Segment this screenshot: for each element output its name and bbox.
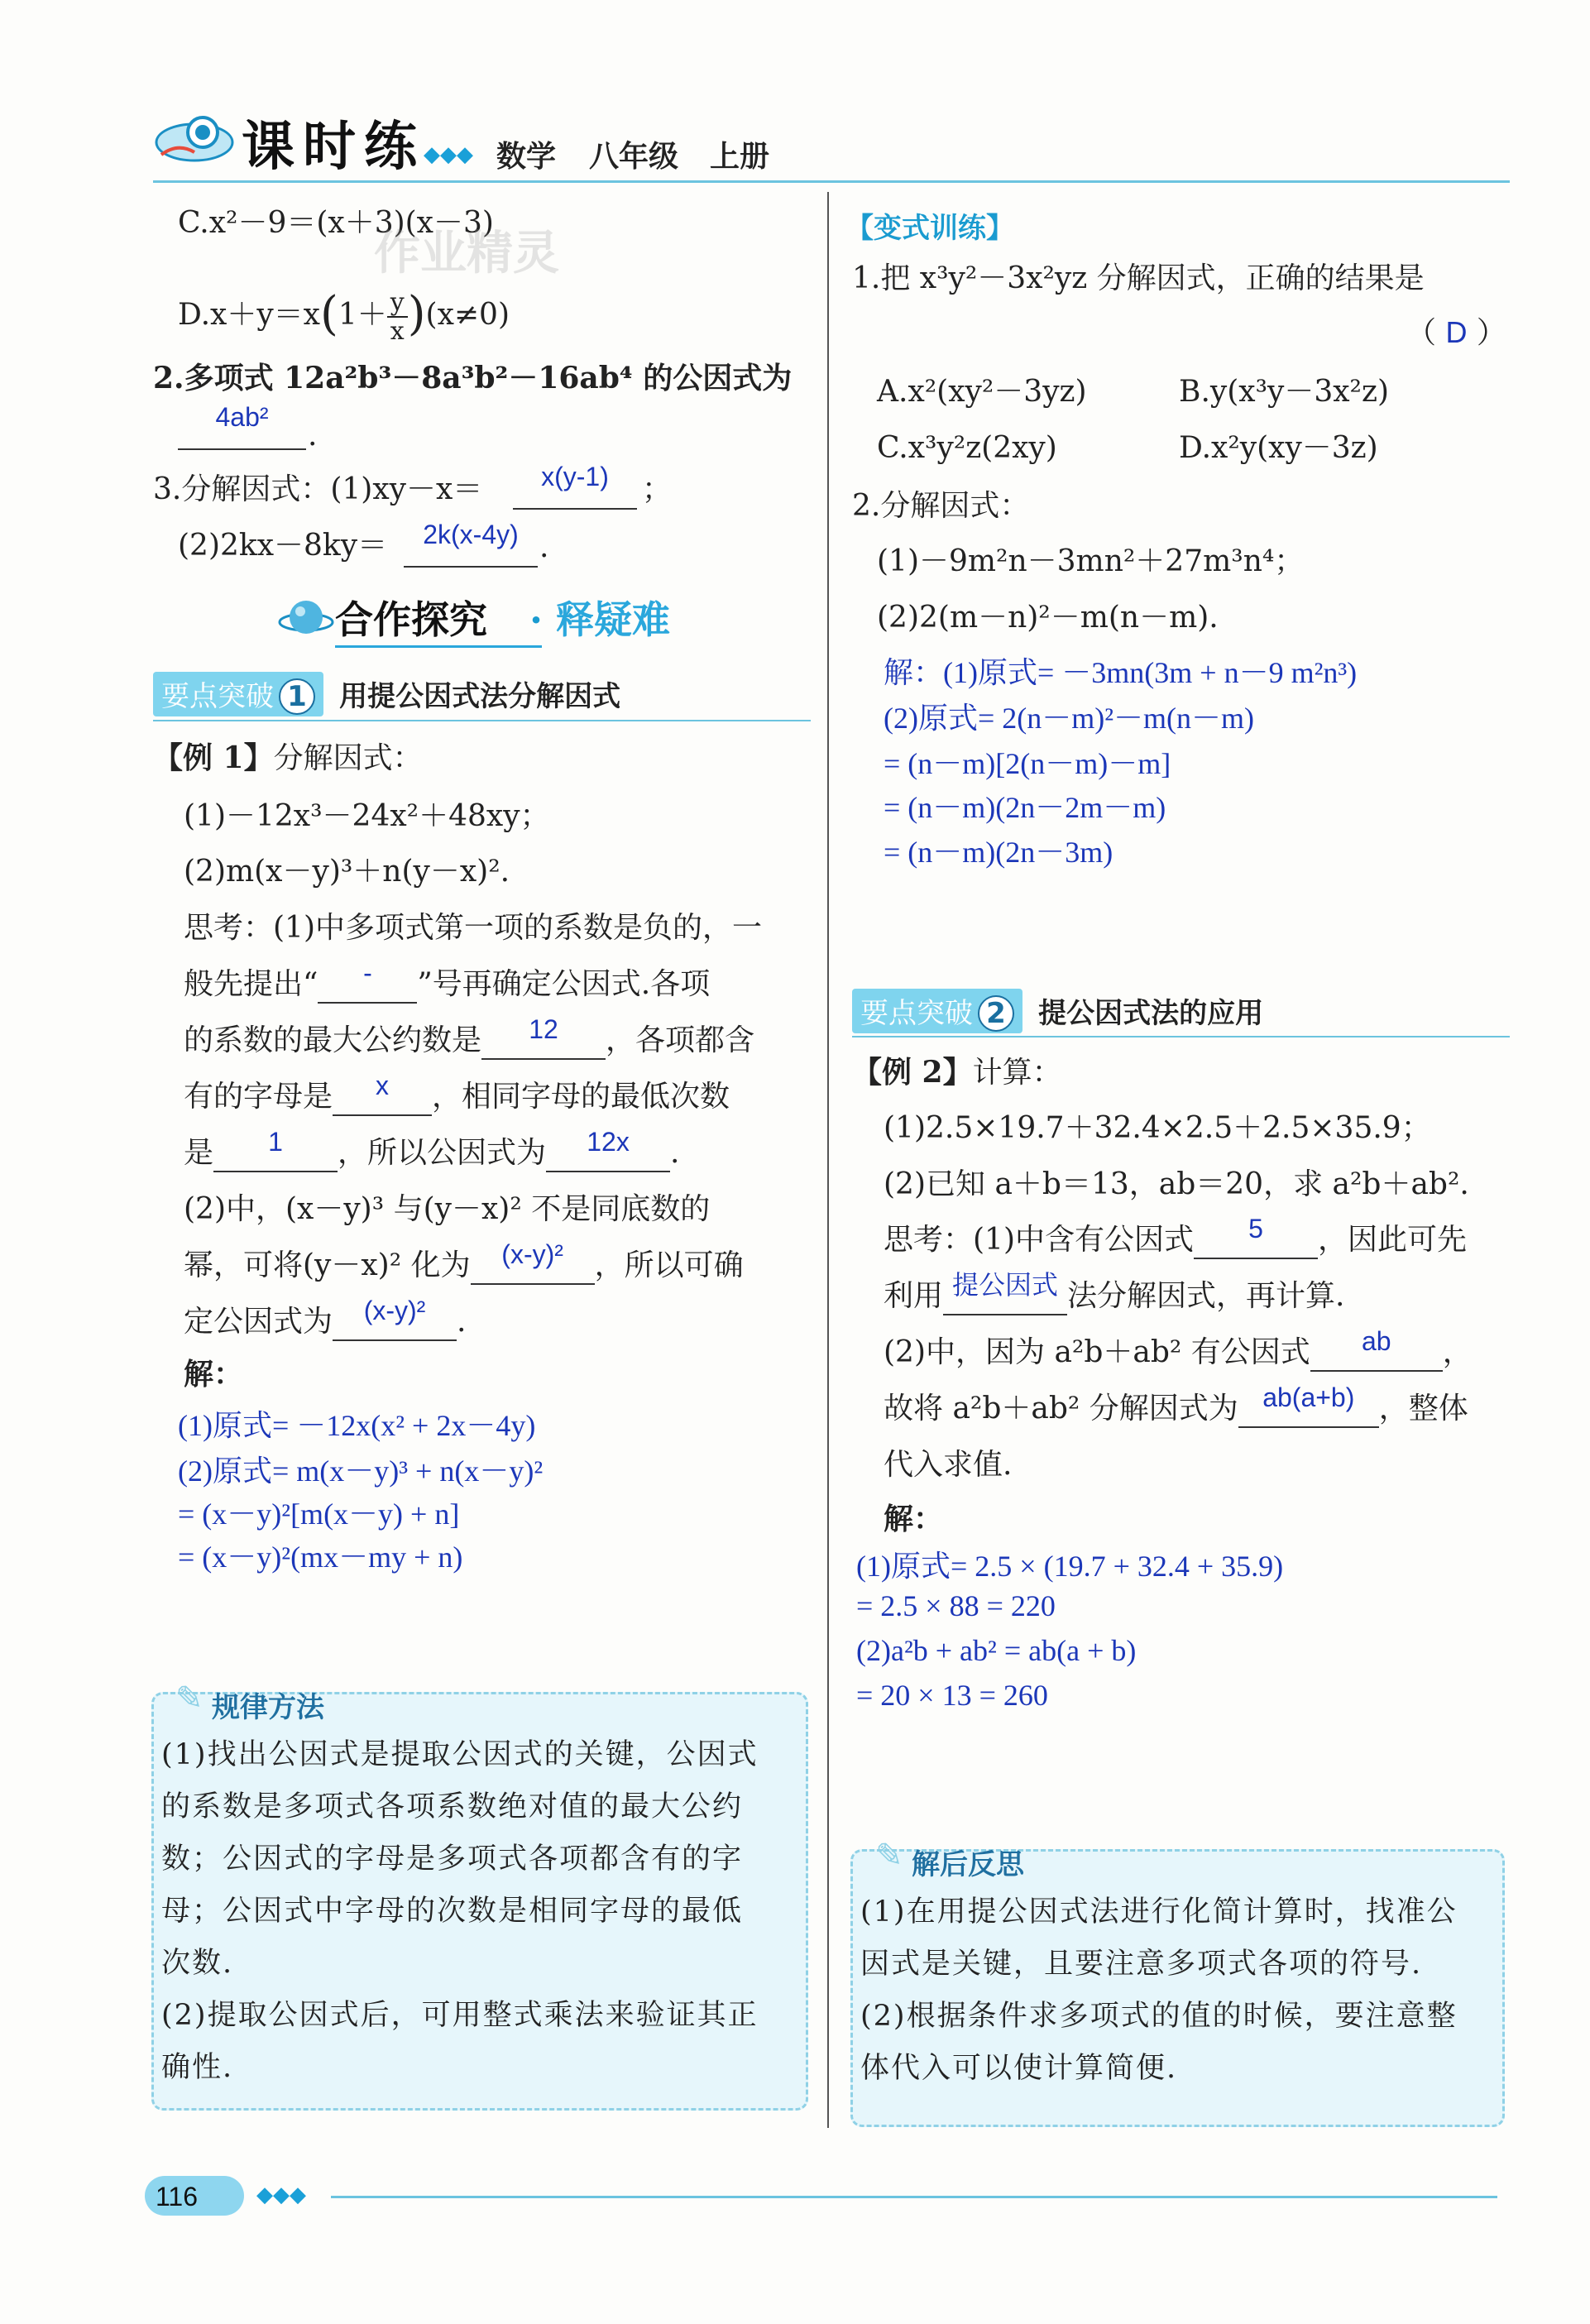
think2-c-pre: 定公因式为: [184, 1305, 333, 1339]
q3-answer1: x(y-1): [541, 462, 609, 491]
point2-badge: [852, 989, 1022, 1033]
method-line-3: 数；公因式的字母是多项式各项都含有的字: [161, 1842, 744, 1876]
option-d-frac-num: y: [387, 289, 408, 318]
method-line-5: 次数.: [161, 1947, 234, 1980]
think2-c-ans: (x-y)²: [363, 1296, 426, 1325]
example2-label: 【例 2】: [852, 1055, 973, 1090]
section-title: 合作探究: [335, 597, 487, 642]
think1-b-ans: -: [363, 958, 372, 988]
section-underline: [335, 645, 542, 648]
think3-a-ans: 5: [1248, 1214, 1263, 1243]
think3-line-e: 代入求值.: [884, 1448, 1013, 1482]
think3-b-blank: [943, 1270, 1067, 1315]
think3-line-d: [884, 1382, 1468, 1428]
point2-title: 提公因式法的应用: [1038, 997, 1264, 1030]
reflect-title: 解后反思: [912, 1848, 1024, 1881]
solve-label-left: 解：: [184, 1358, 244, 1392]
think3-line-c: (2)中，因为 a²b＋ab² 有公因式 ab ，: [884, 1335, 1473, 1372]
ex1-solution-4: = (x－y)²(mx－my + n): [178, 1541, 463, 1574]
ex1-solution-1: (1)原式= －12x(x² + 2x－4y): [178, 1409, 536, 1442]
option-d-inner: 1＋: [338, 298, 387, 332]
reflect-line-4: 体代入可以使计算简便.: [860, 2052, 1178, 2085]
think3-b-ans: 提公因式: [952, 1270, 1059, 1300]
header-arrows-icon: ◆◆◆: [424, 142, 473, 167]
think1-d-blank: [333, 1071, 432, 1116]
variant-q1-answer-bracket: （ D ）: [1406, 315, 1506, 350]
q2-period: .: [308, 419, 318, 453]
variant-tag: 【变式训练】: [845, 212, 1014, 245]
think1-e-ans2: 12x: [587, 1127, 630, 1157]
header-title: 课时练: [242, 117, 425, 178]
think1-c-blank: [481, 1014, 606, 1060]
method-pencil-icon: ✎: [175, 1680, 204, 1718]
think1-e-blank: [213, 1127, 338, 1172]
think2-c-blank: [333, 1296, 457, 1341]
option-d: D.x＋y＝x(1＋ $\frac{y}{x}$ )(x≠0): [178, 287, 510, 346]
variant-q1-opt-d: D.x²y(xy－3z): [1179, 431, 1378, 465]
think3-a-pre: 思考：(1)中含有公因式: [884, 1223, 1194, 1257]
variant-q1: 1.把 x³y²－3x²yz 分解因式，正确的结果是: [852, 261, 1425, 295]
header-subject: 数学: [496, 140, 557, 174]
point1-rule: [153, 720, 811, 721]
header-logo-icon: [153, 109, 236, 167]
think1-b-pre: 般先提出“: [184, 967, 318, 1001]
option-c: C.x²－9＝(x＋3)(x－3): [178, 206, 494, 240]
think1-c-pre: 的系数的最大公约数是: [184, 1023, 482, 1057]
think3-line-a: [884, 1214, 1468, 1259]
method-line-6: (2)提取公因式后，可用整式乘法来验证其正: [161, 1999, 759, 2032]
q3-answer1-blank: [513, 462, 637, 510]
header-rule: [153, 180, 1510, 183]
think2-b-ans: (x-y)²: [501, 1239, 563, 1269]
think3-a-post: ，因此可先: [1318, 1223, 1468, 1257]
point1-title: 用提公因式法分解因式: [339, 680, 621, 713]
variant-q1-opt-a: A.x²(xy²－3yz): [877, 375, 1087, 409]
example1-heading: [153, 740, 423, 776]
ex2-solution-3: (2)a²b + ab² = ab(a + b): [856, 1634, 1137, 1667]
section-globe-icon: [277, 594, 335, 644]
think3-b-pre: 利用: [884, 1279, 944, 1313]
solve-label-right: 解：: [884, 1502, 944, 1536]
point2-rule: [852, 1036, 1510, 1037]
think2-line-a: (2)中，(x－y)³ 与(y－x)² 不是同底数的: [184, 1192, 711, 1226]
think2-b-pre: 幂，可将(y－x)² 化为: [184, 1248, 471, 1282]
variant-solution-1: 解：(1)原式= －3mn(3m + n－9 m²n³): [884, 656, 1358, 689]
think1-c-ans: 12: [529, 1014, 558, 1044]
example2-q1: (1)2.5×19.7＋32.4×2.5＋2.5×35.9；: [884, 1111, 1431, 1145]
think2-line-c: 定公因式为 (x-y)² .: [184, 1304, 466, 1341]
column-divider: [827, 192, 829, 2128]
think1-line-d: [184, 1071, 730, 1116]
example2-heading: [852, 1055, 1062, 1090]
reflect-line-1: (1)在用提公因式法进行化简计算时，找准公: [860, 1895, 1458, 1929]
ex2-solution-4: = 20 × 13 = 260: [856, 1679, 1048, 1712]
think1-line-b: [184, 958, 711, 1004]
q3-answer2-blank: [404, 520, 538, 568]
think1-e-pre: 是: [184, 1136, 214, 1170]
reflect-line-3: (2)根据条件求多项式的值的时候，要注意整: [860, 2000, 1458, 2033]
think1-d-post: ，相同字母的最低次数: [432, 1080, 730, 1114]
method-line-2: 的系数是多项式各项系数绝对值的最大公约: [161, 1790, 744, 1823]
q3-answer2: 2k(x-4y): [423, 520, 519, 549]
method-line-1: (1)找出公因式是提取公因式的关键，公因式: [161, 1738, 759, 1771]
watermark: 作业精灵: [374, 227, 559, 280]
example1-q1: (1)－12x³－24x²＋48xy；: [184, 799, 550, 833]
section-subtitle: 释疑难: [556, 597, 670, 642]
question-2: 2.多项式 12a²b³－8a³b²－16ab⁴ 的公因式为: [153, 361, 793, 395]
variant-solution-2: (2)原式= 2(n－m)²－m(n－m): [884, 702, 1255, 735]
think3-d-pre: 故将 a²b＋ab² 分解因式为: [884, 1392, 1238, 1426]
header-grade: 八年级: [589, 140, 679, 174]
q3-semicolon: ；: [642, 472, 673, 506]
think1-e-ans: 1: [268, 1127, 283, 1157]
ex2-solution-1: (1)原式= 2.5 × (19.7 + 32.4 + 35.9): [856, 1550, 1284, 1583]
reflect-pencil-icon: ✎: [875, 1837, 903, 1875]
q3-period: .: [539, 530, 549, 564]
think3-c-ans: ab: [1361, 1326, 1391, 1356]
think3-b-post: 法分解因式，再计算.: [1067, 1279, 1345, 1313]
point2-heading: [852, 989, 1263, 1033]
variant-q2: 2.分解因式：: [852, 489, 1030, 523]
think2-line-b: [184, 1239, 744, 1285]
example1-text: 分解因式：: [273, 741, 423, 775]
think3-a-blank: [1194, 1214, 1318, 1259]
option-d-prefix: D.x＋y＝x: [178, 298, 320, 332]
think1-b-blank: [318, 958, 417, 1004]
think3-d-post: ，整体: [1378, 1392, 1468, 1426]
question-3-part2: (2)2kx－8ky＝: [178, 529, 388, 563]
variant-q1-opt-c: C.x³y²z(2xy): [877, 431, 1057, 465]
think1-d-pre: 有的字母是: [184, 1080, 333, 1114]
think1-line-e: 是 1 ，所以公因式为 12x .: [184, 1135, 679, 1172]
think2-b-blank: [471, 1239, 595, 1285]
reflect-line-2: 因式是关键，且要注意多项式各项的符号.: [860, 1948, 1423, 1981]
footer-arrows-icon: ◆◆◆: [256, 2183, 306, 2207]
page-number: 116: [156, 2182, 199, 2211]
think1-line-a: 思考：(1)中多项式第一项的系数是负的，一: [184, 911, 762, 945]
point1-badge-text: 要点突破: [161, 680, 274, 713]
variant-solution-3: = (n－m)[2(n－m)－m]: [884, 747, 1171, 780]
example1-label: 【例 1】: [153, 740, 274, 775]
point2-badge-text: 要点突破: [860, 997, 973, 1030]
think2-b-post: ，所以可确: [594, 1248, 744, 1282]
think3-d-blank: [1238, 1382, 1379, 1428]
example1-q2: (2)m(x－y)³＋n(y－x)².: [184, 855, 510, 889]
method-line-4: 母；公因式中字母的次数是相同字母的最低: [161, 1895, 744, 1928]
q2-answer-blank: [178, 402, 306, 450]
variant-solution-4: = (n－m)(2n－2m－m): [884, 791, 1166, 824]
think3-line-b: [884, 1270, 1345, 1315]
method-line-7: 确性.: [161, 2051, 234, 2084]
think1-e-mid: ，所以公因式为: [338, 1136, 547, 1170]
section-dot: ·: [529, 597, 544, 642]
header-volume: 上册: [710, 140, 770, 174]
option-d-frac-den: x: [390, 317, 405, 346]
point2-badge-num: 2: [978, 995, 1014, 1032]
variant-q1-opt-b: B.y(x³y－3x²z): [1179, 375, 1390, 409]
ex1-solution-2: (2)原式= m(x－y)³ + n(x－y)²: [178, 1454, 544, 1488]
think3-d-ans: ab(a+b): [1262, 1382, 1355, 1412]
variant-q2-part1: (1)－9m²n－3mn²＋27m³n⁴；: [877, 544, 1305, 578]
think3-c-pre: (2)中，因为 a²b＋ab² 有公因式: [884, 1335, 1310, 1369]
variant-q1-answer: D: [1445, 315, 1468, 349]
think1-d-ans: x: [376, 1071, 390, 1100]
ex1-solution-3: = (x－y)²[m(x－y) + n]: [178, 1497, 460, 1531]
variant-solution-5: = (n－m)(2n－3m): [884, 836, 1113, 869]
question-3: 3.分解因式：(1)xy－x＝: [153, 472, 483, 506]
think1-b-post: ”号再确定公因式.各项: [417, 967, 711, 1001]
method-title: 规律方法: [212, 1691, 324, 1724]
example2-q2: (2)已知 a＋b＝13，ab＝20，求 a²b＋ab².: [884, 1167, 1469, 1201]
think1-c-post: ，各项都含: [606, 1023, 755, 1057]
point1-badge: [153, 672, 323, 716]
q2-answer: 4ab²: [215, 402, 269, 432]
think1-line-c: [184, 1014, 755, 1060]
ex2-solution-2: = 2.5 × 88 = 220: [856, 1589, 1056, 1622]
example2-text: 计算：: [972, 1056, 1062, 1090]
option-d-condition: (x≠0): [425, 298, 510, 332]
think3-c-blank: [1310, 1326, 1443, 1372]
point1-badge-num: 1: [279, 678, 315, 715]
footer-rule: [331, 2196, 1497, 2198]
point1-heading: [153, 672, 620, 716]
variant-q2-part2: (2)2(m－n)²－m(n－m).: [877, 601, 1219, 635]
think1-e-blank2: [546, 1127, 670, 1172]
